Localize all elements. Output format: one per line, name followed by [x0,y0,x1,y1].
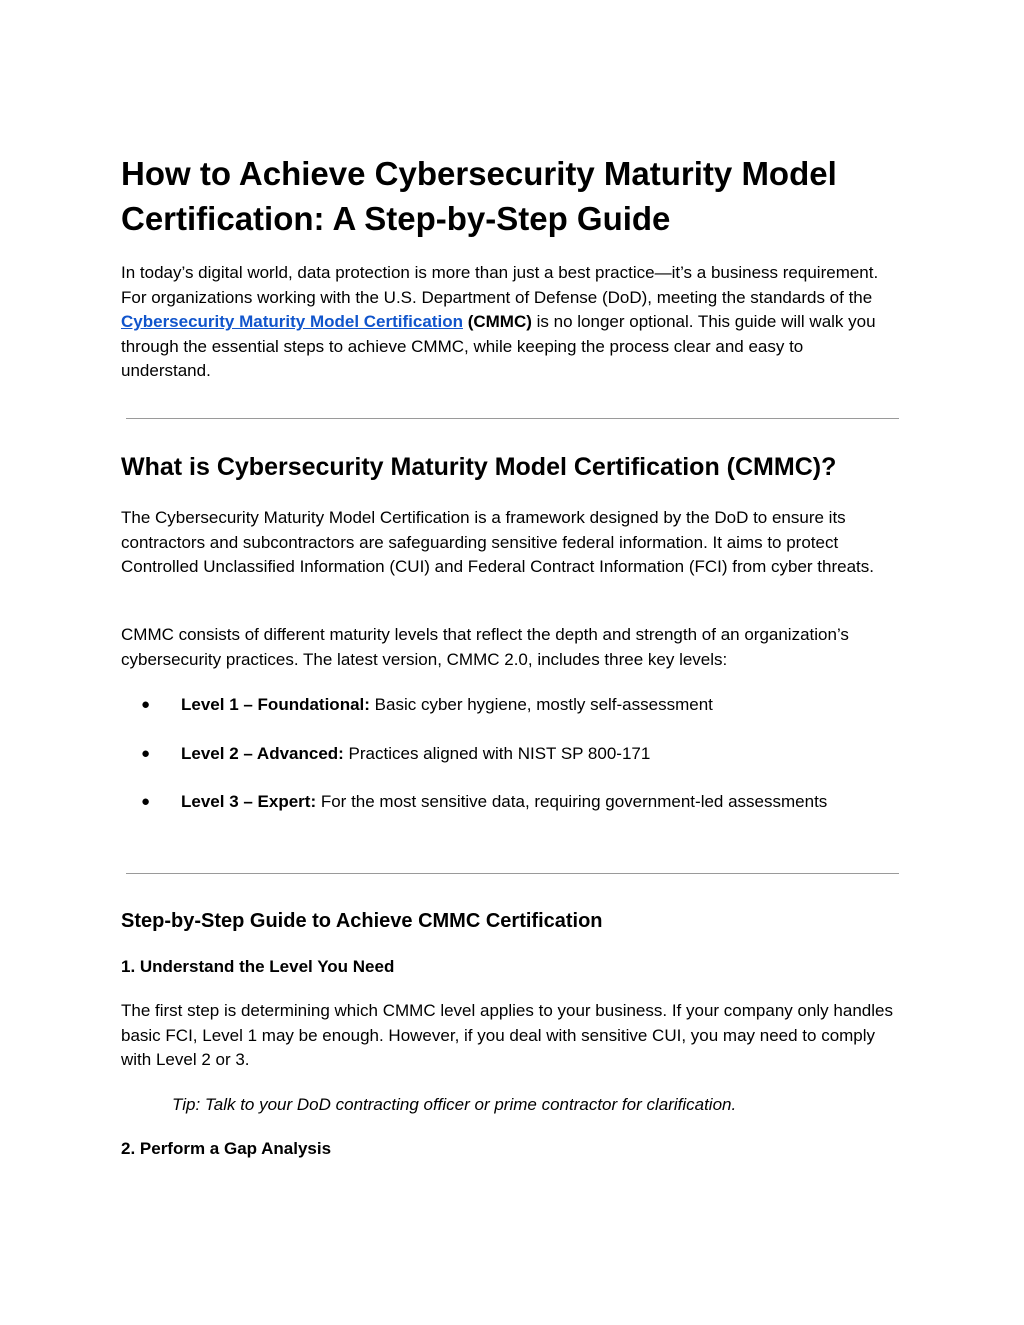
section-heading-what-is-cmmc: What is Cybersecurity Maturity Model Certification (CMMC)? [121,453,837,481]
cmmc-definition-paragraph: The Cybersecurity Maturity Model Certification is a framework designed by the DoD to ensure its contractors and subcontractors are safeguarding sensitive federal information. It aims to protect Controlled Unclassified Information (CUI) and Federal Contract Information (FCI) from cyber threats. [121,508,874,576]
level-label: Level 1 – Foundational: [181,695,370,714]
bullet-icon: ● [141,744,151,762]
bullet-icon: ● [141,696,151,713]
intro-cmmc-abbr: (CMMC) [467,312,532,331]
section-heading-step-by-step: Step-by-Step Guide to Achieve CMMC Certification [121,910,603,932]
step-1-heading: 1. Understand the Level You Need [121,957,395,976]
level-description: Basic cyber hygiene, mostly self-assessment [369,695,713,714]
horizontal-rule [126,873,899,874]
level-description: Practices aligned with NIST SP 800-171 [343,743,651,763]
cmmc-levels-list [121,693,899,814]
step-1-paragraph: The first step is determining which CMMC level applies to your business. If your company only handles basic FCI, Level 1 may be enough. However, if you deal with sensitive CUI, you may need to comply with Level 2 or 3. [121,1001,893,1069]
intro-text-before-link: In today’s digital world, data protection is more than just a best practice—it’s a business requirement. For organizations working with the U.S. Department of Defense (DoD), meeting the standards of the [121,263,879,307]
cmmc-levels-intro-paragraph: CMMC consists of different maturity levels that reflect the depth and strength of an organization’s cybersecurity practices. The latest version, CMMC 2.0, includes three key levels: [121,625,849,669]
level-label: Level 2 – Advanced: [181,743,344,763]
list-item [121,742,899,766]
level-label: Level 3 – Expert: [181,792,317,811]
level-description: For the most sensitive data, requiring government-led assessments [316,792,828,811]
bullet-icon: ● [141,793,151,810]
list-item [121,790,899,814]
cmmc-link[interactable]: Cybersecurity Maturity Model Certification [121,312,463,331]
intro-paragraph [121,261,896,384]
step-2-heading: 2. Perform a Gap Analysis [121,1139,332,1158]
horizontal-rule [126,418,899,419]
list-item [121,693,899,717]
tip-note: Tip: Talk to your DoD contracting officer or prime contractor for clarification. [172,1095,737,1114]
intro-text-after: is no longer optional. This guide will walk you through the essential steps to achieve CMMC, while keeping the process clear and easy to understand. [121,312,876,380]
document-title: How to Achieve Cybersecurity Maturity Model Certification: A Step-by-Step Guide [121,155,837,237]
